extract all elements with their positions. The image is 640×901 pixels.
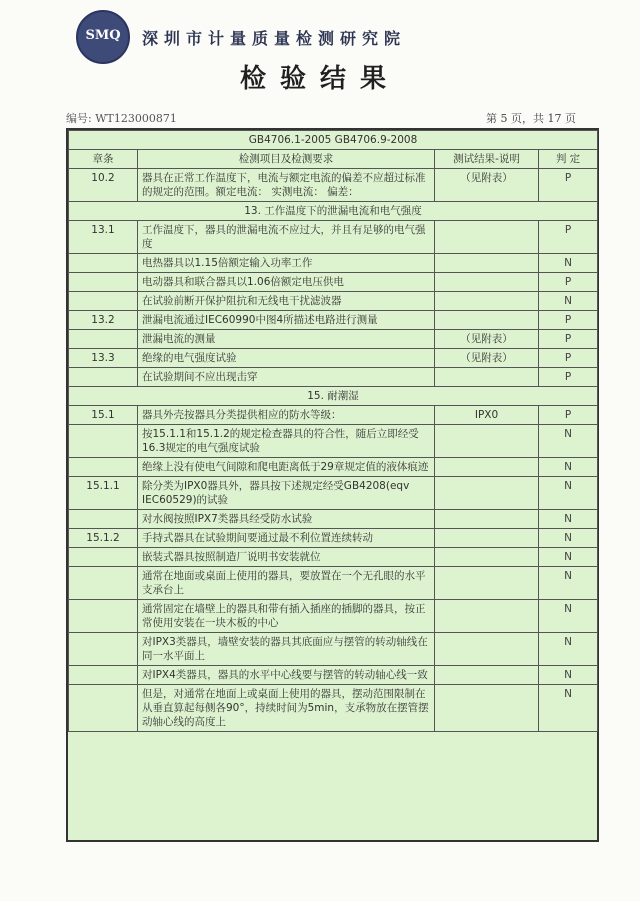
requirement-cell: 电动器具和联合器具以1.06倍额定电压供电 (138, 273, 435, 292)
requirement-cell: 电热器具以1.15倍额定输入功率工作 (138, 254, 435, 273)
table-row (69, 292, 598, 311)
result-cell: （见附表） (435, 330, 539, 349)
requirement-cell: 按15.1.1和15.1.2的规定检查器具的符合性，随后立即经受16.3规定的电气强度试验 (138, 425, 435, 458)
clause-cell (69, 685, 138, 732)
table-row (69, 311, 598, 330)
requirement-cell: 对IPX4类器具，器具的水平中心线要与摆管的转动轴心线一致 (138, 666, 435, 685)
table-row (69, 567, 598, 600)
clause-cell (69, 273, 138, 292)
result-cell (435, 600, 539, 633)
requirement-cell: 在试验前断开保护阻抗和无线电干扰滤波器 (138, 292, 435, 311)
requirement-cell: 绝缘上没有使电气间隙和爬电距离低于29章规定值的液体痕迹 (138, 458, 435, 477)
verdict-cell: N (539, 600, 598, 633)
result-cell (435, 425, 539, 458)
clause-cell: 15.1.1 (69, 477, 138, 510)
clause-cell: 13.2 (69, 311, 138, 330)
table-row (69, 254, 598, 273)
result-cell (435, 529, 539, 548)
result-cell (435, 666, 539, 685)
clause-cell (69, 548, 138, 567)
verdict-cell: P (539, 349, 598, 368)
clause-cell (69, 567, 138, 600)
verdict-cell: N (539, 529, 598, 548)
clause-cell (69, 633, 138, 666)
table-row (69, 169, 598, 202)
result-cell (435, 311, 539, 330)
section-row (69, 387, 598, 406)
verdict-cell: P (539, 221, 598, 254)
table-row (69, 458, 598, 477)
requirement-cell: 通常在地面或桌面上使用的器具，要放置在一个无孔眼的水平支承台上 (138, 567, 435, 600)
clause-cell (69, 254, 138, 273)
table-row (69, 685, 598, 732)
result-cell (435, 368, 539, 387)
page-title: 检验结果 (239, 64, 400, 94)
clause-cell (69, 510, 138, 529)
table-row (69, 548, 598, 567)
table-row (69, 406, 598, 425)
verdict-cell: N (539, 685, 598, 732)
clause-cell: 15.1 (69, 406, 138, 425)
requirement-cell: 除分类为IPX0器具外，器具按下述规定经受GB4208(eqv IEC60529)的试验 (138, 477, 435, 510)
requirement-cell: 绝缘的电气强度试验 (138, 349, 435, 368)
col-clause-header: 章条 (69, 150, 138, 169)
verdict-cell: P (539, 311, 598, 330)
col-verdict-header: 判 定 (539, 150, 598, 169)
result-cell (435, 254, 539, 273)
verdict-cell: N (539, 458, 598, 477)
table-row (69, 600, 598, 633)
requirement-cell: 在试验期间不应出现击穿 (138, 368, 435, 387)
result-cell: （见附表） (435, 349, 539, 368)
verdict-cell: N (539, 292, 598, 311)
table-row (69, 221, 598, 254)
clause-cell (69, 458, 138, 477)
page-indicator: 第 5 页，共 17 页 (486, 112, 576, 125)
requirement-cell: 对IPX3类器具，墙壁安装的器具其底面应与摆管的转动轴线在同一水平面上 (138, 633, 435, 666)
requirement-cell: 对水阀按照IPX7类器具经受防水试验 (138, 510, 435, 529)
standard-row (69, 131, 598, 150)
result-cell (435, 548, 539, 567)
standard-text: GB4706.1-2005 GB4706.9-2008 (69, 131, 598, 150)
result-table-frame (66, 128, 599, 842)
verdict-cell: N (539, 633, 598, 666)
verdict-cell: N (539, 567, 598, 600)
section-row (69, 202, 598, 221)
verdict-cell: N (539, 548, 598, 567)
clause-cell: 13.1 (69, 221, 138, 254)
report-number: 编号: WT123000871 (66, 112, 177, 125)
table-row (69, 330, 598, 349)
clause-cell: 15.1.2 (69, 529, 138, 548)
clause-cell: 10.2 (69, 169, 138, 202)
verdict-cell: P (539, 169, 598, 202)
table-row (69, 368, 598, 387)
result-cell (435, 567, 539, 600)
result-table (68, 130, 598, 732)
verdict-cell: N (539, 425, 598, 458)
result-cell (435, 458, 539, 477)
requirement-cell: 泄漏电流通过IEC60990中图4所描述电路进行测量 (138, 311, 435, 330)
table-row (69, 349, 598, 368)
requirement-cell: 器具在正常工作温度下，电流与额定电流的偏差不应超过标准的规定的范围。额定电流： 实测电流： 偏差： (138, 169, 435, 202)
section-title: 15. 耐潮湿 (69, 387, 598, 406)
table-row (69, 529, 598, 548)
section-title: 13. 工作温度下的泄漏电流和电气强度 (69, 202, 598, 221)
result-cell (435, 221, 539, 254)
table-header-row (69, 150, 598, 169)
verdict-cell: P (539, 330, 598, 349)
table-row (69, 510, 598, 529)
clause-cell (69, 330, 138, 349)
requirement-cell: 通常固定在墙壁上的器具和带有插入插座的插脚的器具，按正常使用安装在一块木板的中心 (138, 600, 435, 633)
verdict-cell: P (539, 368, 598, 387)
result-cell (435, 273, 539, 292)
requirement-cell: 但是，对通常在地面上或桌面上使用的器具，摆动范围限制在从垂直算起每侧各90°，持续时间为5min，支承物放在摆管摆动轴心线的高度上 (138, 685, 435, 732)
table-row (69, 425, 598, 458)
verdict-cell: P (539, 406, 598, 425)
result-cell (435, 685, 539, 732)
result-cell: IPX0 (435, 406, 539, 425)
table-row (69, 273, 598, 292)
table-row (69, 666, 598, 685)
result-cell (435, 633, 539, 666)
result-cell (435, 477, 539, 510)
result-cell (435, 510, 539, 529)
verdict-cell: N (539, 510, 598, 529)
verdict-cell: N (539, 254, 598, 273)
clause-cell (69, 425, 138, 458)
requirement-cell: 器具外壳按器具分类提供相应的防水等级： (138, 406, 435, 425)
result-cell (435, 292, 539, 311)
clause-cell (69, 666, 138, 685)
clause-cell (69, 368, 138, 387)
table-row (69, 477, 598, 510)
table-row (69, 633, 598, 666)
requirement-cell: 嵌装式器具按照制造厂说明书安装就位 (138, 548, 435, 567)
col-requirement-header: 检测项目及检测要求 (138, 150, 435, 169)
smq-logo: SMQ (76, 10, 130, 64)
requirement-cell: 手持式器具在试验期间要通过最不利位置连续转动 (138, 529, 435, 548)
verdict-cell: N (539, 477, 598, 510)
result-cell: （见附表） (435, 169, 539, 202)
requirement-cell: 工作温度下，器具的泄漏电流不应过大，并且有足够的电气强度 (138, 221, 435, 254)
verdict-cell: N (539, 666, 598, 685)
col-result-header: 测试结果-说明 (435, 150, 539, 169)
clause-cell: 13.3 (69, 349, 138, 368)
requirement-cell: 泄漏电流的测量 (138, 330, 435, 349)
clause-cell (69, 600, 138, 633)
clause-cell (69, 292, 138, 311)
institute-name: 深圳市计量质量检测研究院 (142, 29, 407, 48)
verdict-cell: P (539, 273, 598, 292)
